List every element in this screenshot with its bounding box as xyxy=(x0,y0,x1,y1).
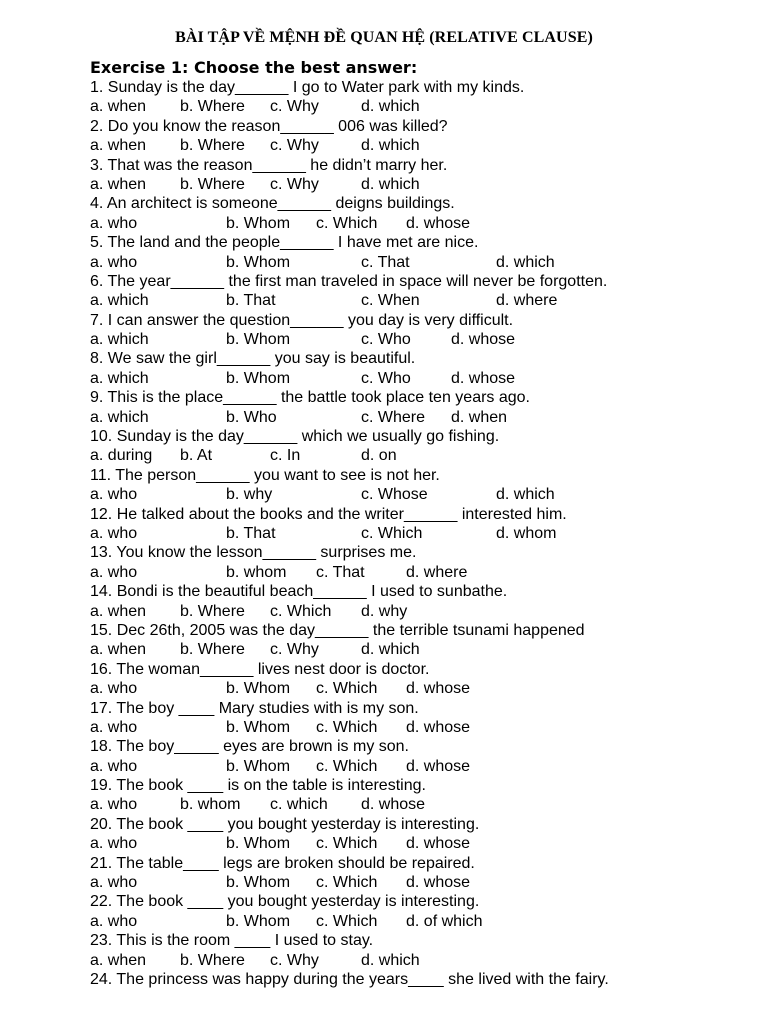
answer-option: b. Whom xyxy=(226,757,291,775)
answer-options-row xyxy=(90,485,750,504)
answer-option: a. who xyxy=(90,718,138,736)
question-text: 18. The boy_____ eyes are brown is my son. xyxy=(90,738,409,756)
answer-option: d. on xyxy=(361,447,397,465)
answer-options-row xyxy=(90,291,750,310)
question-text: 14. Bondi is the beautiful beach______ I used to sunbathe. xyxy=(90,583,508,601)
answer-option: c. When xyxy=(361,292,420,310)
answer-option: a. when xyxy=(90,137,147,155)
answer-option: a. which xyxy=(90,292,149,310)
question-text: 22. The book ____ you bought yesterday is interesting. xyxy=(90,893,480,911)
answer-options-row xyxy=(90,330,750,349)
answer-options-row xyxy=(90,524,750,543)
answer-option: d. which xyxy=(496,486,555,504)
answer-option: d. of which xyxy=(406,912,483,930)
answer-option: c. Which xyxy=(316,718,378,736)
answer-option: b. Whom xyxy=(226,912,291,930)
question-text: 10. Sunday is the day______ which we usually go fishing. xyxy=(90,428,500,446)
question-text: 1. Sunday is the day______ I go to Water park with my kinds. xyxy=(90,79,525,96)
answer-option: b. Where xyxy=(180,98,245,116)
question-text: 4. An architect is someone______ deigns buildings. xyxy=(90,195,455,213)
answer-option: c. Which xyxy=(316,214,378,232)
answer-option: c. Why xyxy=(270,175,319,193)
answer-option: b. whom xyxy=(226,563,287,581)
answer-option: c. Whose xyxy=(361,486,428,504)
question-text: 9. This is the place______ the battle took place ten years ago. xyxy=(90,389,530,407)
answer-option: c. Where xyxy=(361,408,426,426)
answer-option: b. whom xyxy=(180,796,241,814)
answer-option: d. which xyxy=(361,641,420,659)
question-text: 17. The boy ____ Mary studies with is my son. xyxy=(90,699,419,717)
answer-option: a. who xyxy=(90,796,138,814)
answer-option: a. who xyxy=(90,214,138,232)
question-text: 8. We saw the girl______ you say is beautiful. xyxy=(90,350,416,368)
answer-option: a. which xyxy=(90,408,149,426)
answer-option: b. Whom xyxy=(226,369,291,387)
answer-option: b. At xyxy=(180,447,213,465)
question-text: 23. This is the room ____ I used to stay. xyxy=(90,932,374,950)
answer-option: d. which xyxy=(496,253,555,271)
answer-options-row xyxy=(90,97,750,116)
answer-option: d. whom xyxy=(496,524,557,542)
question-text: 7. I can answer the question______ you day is very difficult. xyxy=(90,311,514,329)
answer-option: a. which xyxy=(90,369,149,387)
answer-options-row xyxy=(90,253,750,272)
question-text: 5. The land and the people______ I have met are nice. xyxy=(90,234,479,252)
answer-option: a. who xyxy=(90,524,138,542)
question-text: 16. The woman______ lives nest door is doctor. xyxy=(90,660,430,678)
answer-option: a. who xyxy=(90,253,138,271)
answer-options-row xyxy=(90,136,750,155)
answer-option: d. where xyxy=(496,292,558,310)
answer-option: d. whose xyxy=(406,680,471,698)
answer-option: b. That xyxy=(226,524,276,542)
answer-option: b. why xyxy=(226,486,273,504)
exercise-heading: Exercise 1: Choose the best answer: xyxy=(90,58,418,77)
answer-option: a. during xyxy=(90,447,153,465)
answer-option: b. Whom xyxy=(226,253,291,271)
answer-option: d. which xyxy=(361,137,420,155)
answer-option: c. Which xyxy=(361,524,423,542)
answer-option: d. whose xyxy=(406,874,471,892)
question-text: 3. That was the reason______ he didn’t marry her. xyxy=(90,156,448,174)
answer-options-row xyxy=(90,873,750,892)
answer-option: b. Where xyxy=(180,175,245,193)
question-text: 24. The princess was happy during the years____ she lived with the fairy. xyxy=(90,970,609,988)
answer-options-row xyxy=(90,563,750,582)
answer-option: c. Who xyxy=(361,331,411,349)
question-text: 13. You know the lesson______ surprises me. xyxy=(90,544,417,562)
answer-option: d. whose xyxy=(406,757,471,775)
question-text: 21. The table____ legs are broken should be repaired. xyxy=(90,854,475,872)
answer-option: d. which xyxy=(361,951,420,969)
answer-options-row xyxy=(90,408,750,427)
answer-options-row xyxy=(90,175,750,194)
answer-option: d. where xyxy=(406,563,468,581)
answer-option: a. who xyxy=(90,757,138,775)
answer-option: a. who xyxy=(90,563,138,581)
answer-options-row xyxy=(90,757,750,776)
document-title: BÀI TẬP VỀ MỆNH ĐỀ QUAN HỆ (RELATIVE CLAUSE) xyxy=(175,29,593,46)
answer-option: b. Where xyxy=(180,641,245,659)
answer-option: c. Why xyxy=(270,951,319,969)
answer-options-row xyxy=(90,602,750,621)
answer-option: d. whose xyxy=(451,369,516,387)
question-list xyxy=(90,78,750,989)
answer-option: c. Which xyxy=(316,757,378,775)
answer-option: c. Why xyxy=(270,641,319,659)
answer-option: c. Why xyxy=(270,98,319,116)
answer-option: c. Which xyxy=(316,912,378,930)
answer-option: a. who xyxy=(90,874,138,892)
answer-option: b. That xyxy=(226,292,276,310)
answer-option: d. why xyxy=(361,602,408,620)
answer-option: c. Which xyxy=(316,874,378,892)
answer-option: a. who xyxy=(90,680,138,698)
answer-options-row xyxy=(90,795,750,814)
answer-option: a. when xyxy=(90,98,147,116)
answer-options-row xyxy=(90,369,750,388)
answer-option: d. whose xyxy=(406,214,471,232)
answer-option: c. That xyxy=(316,563,365,581)
answer-option: d. which xyxy=(361,98,420,116)
answer-options-row xyxy=(90,446,750,465)
answer-options-row xyxy=(90,834,750,853)
answer-option: a. when xyxy=(90,951,147,969)
answer-option: c. In xyxy=(270,447,301,465)
answer-option: d. when xyxy=(451,408,508,426)
answer-options-row xyxy=(90,640,750,659)
answer-option: b. Whom xyxy=(226,680,291,698)
answer-option: b. Whom xyxy=(226,718,291,736)
answer-option: a. when xyxy=(90,175,147,193)
answer-option: b. Who xyxy=(226,408,277,426)
answer-option: d. which xyxy=(361,175,420,193)
answer-option: b. Where xyxy=(180,951,245,969)
answer-option: b. Whom xyxy=(226,214,291,232)
question-text: 12. He talked about the books and the writer______ interested him. xyxy=(90,505,567,523)
answer-option: b. Where xyxy=(180,602,245,620)
answer-option: b. Whom xyxy=(226,874,291,892)
answer-option: d. whose xyxy=(361,796,426,814)
answer-option: a. who xyxy=(90,835,138,853)
answer-option: c. Which xyxy=(316,680,378,698)
answer-options-row xyxy=(90,951,750,970)
answer-option: a. who xyxy=(90,912,138,930)
question-text: 6. The year______ the first man traveled in space will never be forgotten. xyxy=(90,272,608,290)
answer-option: a. when xyxy=(90,641,147,659)
answer-option: a. which xyxy=(90,331,149,349)
question-text: 15. Dec 26th, 2005 was the day______ the terrible tsunami happened xyxy=(90,621,585,639)
answer-option: b. Whom xyxy=(226,835,291,853)
answer-option: b. Whom xyxy=(226,331,291,349)
answer-options-row xyxy=(90,912,750,931)
answer-option: c. Which xyxy=(316,835,378,853)
answer-option: c. Who xyxy=(361,369,411,387)
answer-option: c. That xyxy=(361,253,410,271)
answer-options-row xyxy=(90,214,750,233)
question-text: 19. The book ____ is on the table is interesting. xyxy=(90,777,426,795)
answer-option: d. whose xyxy=(406,835,471,853)
answer-option: c. which xyxy=(270,796,328,814)
question-text: 2. Do you know the reason______ 006 was killed? xyxy=(90,117,448,135)
question-text: 11. The person______ you want to see is not her. xyxy=(90,466,440,484)
answer-options-row xyxy=(90,718,750,737)
answer-option: c. Why xyxy=(270,137,319,155)
answer-option: a. who xyxy=(90,486,138,504)
answer-option: d. whose xyxy=(451,331,516,349)
answer-options-row xyxy=(90,679,750,698)
question-text: 20. The book ____ you bought yesterday is interesting. xyxy=(90,815,480,833)
answer-option: b. Where xyxy=(180,137,245,155)
answer-option: c. Which xyxy=(270,602,332,620)
answer-option: d. whose xyxy=(406,718,471,736)
answer-option: a. when xyxy=(90,602,147,620)
